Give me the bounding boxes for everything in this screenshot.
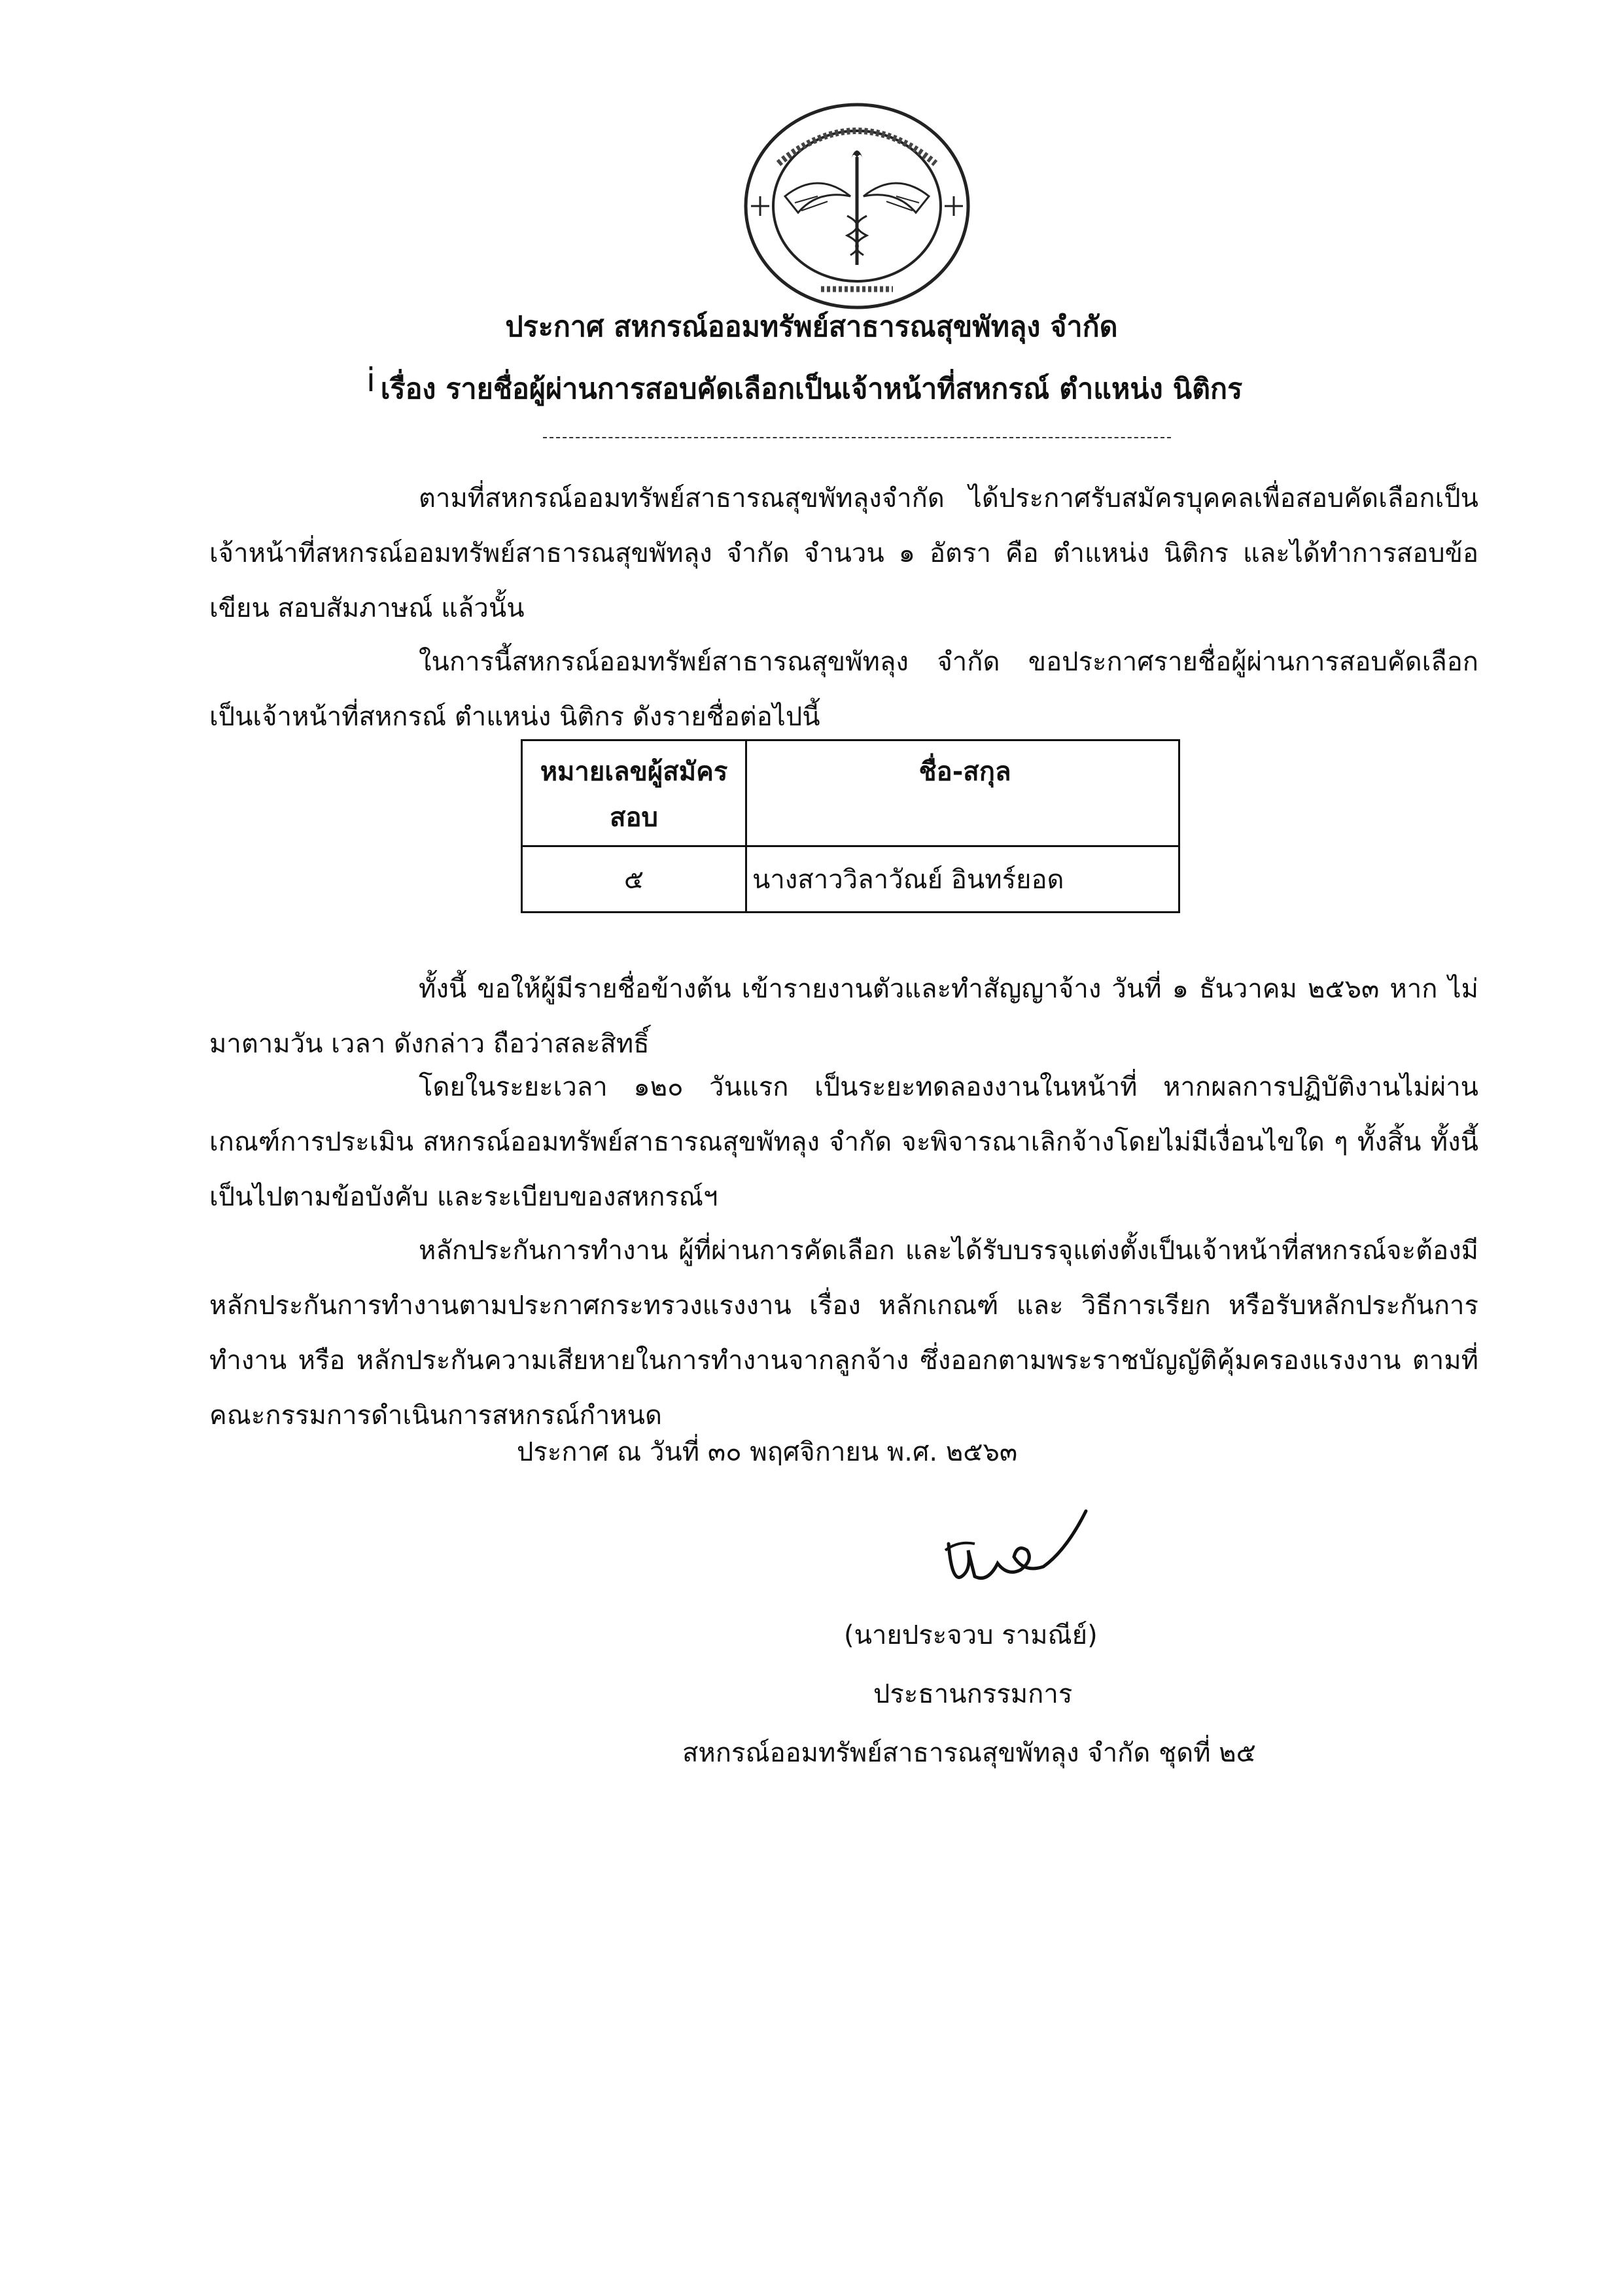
signer-position: ประธานกรรมการ bbox=[873, 1679, 1073, 1709]
candidate-table bbox=[521, 739, 1180, 913]
applicant-name-cell: นางสาววิลาวัณย์ อินทร์ยอด bbox=[746, 846, 1179, 913]
paragraph-intro: ตามที่สหกรณ์ออมทรัพย์สาธารณสุขพัทลุงจำกัด ได้ประกาศรับสมัครบุคคลเพื่อสอบคัดเลือกเป็นเจ้าหน้าที่สหกรณ์ออมทรัพย์สาธารณสุขพัทลุง จำกัด จำนวน ๑ อัตรา คือ ตำแหน่ง นิติกร และได้ทำการสอบข้อเขียน สอบสัมภาษณ์ แล้วนั้น bbox=[209, 483, 1478, 623]
table-header-row bbox=[522, 740, 1179, 846]
announcement-date: ประกาศ ณ วันที่ ๓๐ พฤศจิกายน พ.ศ. ๒๕๖๓ bbox=[517, 1437, 1018, 1467]
handwritten-signature bbox=[935, 1505, 1099, 1596]
column-header-full-name: ชื่อ-สกุล bbox=[746, 740, 1179, 846]
table-row bbox=[522, 846, 1179, 913]
cooperative-seal-logo bbox=[739, 98, 975, 314]
pen-mark: ⅰ bbox=[366, 361, 375, 399]
applicant-number-cell: ๕ bbox=[522, 846, 746, 913]
paragraph-report-deadline: ทั้งนี้ ขอให้ผู้มีรายชื่อข้างต้น เข้ารายงานตัวและทำสัญญาจ้าง วันที่ ๑ ธันวาคม ๒๕๖๓ หาก ไม่มาตามวัน เวลา ดังกล่าว ถือว่าสละสิทธิ์ bbox=[209, 974, 1478, 1059]
announcement-title: ประกาศ สหกรณ์ออมทรัพย์สาธารณสุขพัทลุง จำกัด bbox=[505, 311, 1118, 343]
column-header-applicant-number: หมายเลขผู้สมัครสอบ bbox=[522, 740, 746, 846]
signer-name: (นายประจวบ รามณีย์) bbox=[844, 1620, 1098, 1650]
paragraph-announcement: ในการนี้สหกรณ์ออมทรัพย์สาธารณสุขพัทลุง จำกัด ขอประกาศรายชื่อผู้ผ่านการสอบคัดเลือกเป็นเจ้าหน้าที่สหกรณ์ ตำแหน่ง นิติกร ดังรายชื่อต่อไปนี้ bbox=[209, 647, 1478, 732]
announcement-subject: เรื่อง รายชื่อผู้ผ่านการสอบคัดเลือกเป็นเจ้าหน้าที่สหกรณ์ ตำแหน่ง นิติกร bbox=[380, 373, 1243, 406]
paragraph-guarantee: หลักประกันการทำงาน ผู้ที่ผ่านการคัดเลือก และได้รับบรรจุแต่งตั้งเป็นเจ้าหน้าที่สหกรณ์จะต้องมีหลักประกันการทำงานตามประกาศกระทรวงแรงงาน เรื่อง หลักเกณฑ์ และ วิธีการเรียก หรือรับหลักประกันการทำงาน หรือ หลักประกันความเสียหายในการทำงานจากลูกจ้าง ซึ่งออกตามพระราชบัญญัติคุ้มครองแรงงาน ตามที่คณะกรรมการดำเนินการสหกรณ์กำหนด bbox=[209, 1236, 1478, 1431]
paragraph-probation: โดยในระยะเวลา ๑๒๐ วันแรก เป็นระยะทดลองงานในหน้าที่ หากผลการปฏิบัติงานไม่ผ่านเกณฑ์การประเมิน สหกรณ์ออมทรัพย์สาธารณสุขพัทลุง จำกัด จะพิจารณาเลิกจ้างโดยไม่มีเงื่อนไขใด ๆ ทั้งสิ้น ทั้งนี้เป็นไปตามข้อบังคับ และระเบียบของสหกรณ์ฯ bbox=[209, 1072, 1479, 1212]
header-divider bbox=[543, 437, 1171, 438]
signer-organization: สหกรณ์ออมทรัพย์สาธารณสุขพัทลุง จำกัด ชุดที่ ๒๕ bbox=[682, 1738, 1256, 1768]
